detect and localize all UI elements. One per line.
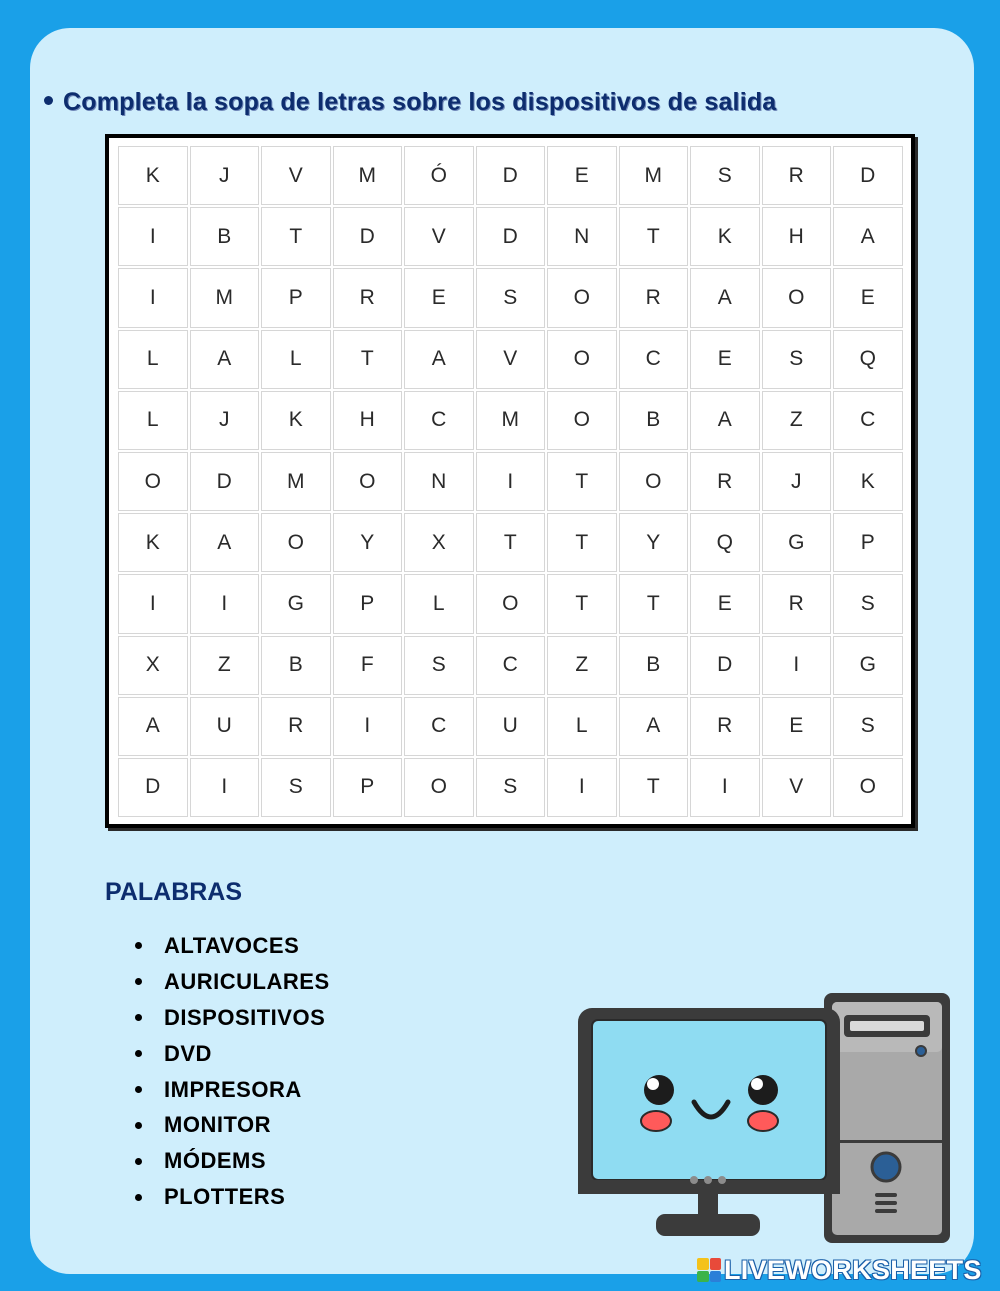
grid-cell[interactable]: X [118,636,188,695]
grid-cell[interactable]: Y [619,513,689,572]
grid-cell[interactable]: J [190,146,260,205]
grid-cell[interactable]: K [118,513,188,572]
grid-cell[interactable]: L [261,330,331,389]
grid-cell[interactable]: C [476,636,546,695]
grid-cell[interactable]: T [547,452,617,511]
grid-cell[interactable]: K [833,452,903,511]
grid-cell[interactable]: E [762,697,832,756]
grid-cell[interactable]: L [547,697,617,756]
grid-cell[interactable]: E [833,268,903,327]
grid-cell[interactable]: E [547,146,617,205]
grid-cell[interactable]: D [476,146,546,205]
grid-cell[interactable]: O [333,452,403,511]
grid-cell[interactable]: T [547,574,617,633]
word-label: AURICULARES [164,968,330,994]
word-list-item [135,928,330,964]
word-list-item [135,1143,330,1179]
grid-cell[interactable]: O [476,574,546,633]
word-search-board [105,134,915,828]
grid-cell[interactable]: K [261,391,331,450]
grid-cell[interactable]: A [619,697,689,756]
grid-cell[interactable]: O [619,452,689,511]
pc-tower-icon [824,993,950,1243]
grid-cell[interactable]: J [762,452,832,511]
grid-cell[interactable]: I [547,758,617,817]
grid-cell[interactable]: Z [547,636,617,695]
grid-cell[interactable]: B [261,636,331,695]
grid-cell[interactable]: I [118,574,188,633]
grid-cell[interactable]: A [690,391,760,450]
word-label: MÓDEMS [164,1148,266,1174]
logo-mark-icon [697,1258,721,1282]
grid-cell[interactable]: B [619,391,689,450]
bullet-icon [135,1014,142,1021]
grid-cell[interactable]: B [619,636,689,695]
grid-cell[interactable]: S [833,574,903,633]
grid-cell[interactable]: I [118,268,188,327]
word-label: IMPRESORA [164,1076,302,1102]
grid-cell[interactable]: R [690,452,760,511]
bullet-icon [135,1158,142,1165]
grid-cell[interactable]: I [190,758,260,817]
grid-cell[interactable]: B [190,207,260,266]
grid-cell[interactable]: T [333,330,403,389]
word-search-grid [117,145,904,818]
grid-cell[interactable]: O [118,452,188,511]
grid-cell[interactable]: H [762,207,832,266]
grid-cell[interactable]: R [762,574,832,633]
grid-cell[interactable]: X [404,513,474,572]
grid-cell[interactable]: D [333,207,403,266]
monitor-icon [578,1008,840,1236]
grid-cell[interactable]: S [833,697,903,756]
grid-cell[interactable]: I [118,207,188,266]
grid-cell[interactable]: S [476,758,546,817]
grid-cell[interactable]: K [690,207,760,266]
word-list [135,928,330,1215]
computer-illustration [574,990,954,1248]
grid-cell[interactable]: Q [690,513,760,572]
word-label: ALTAVOCES [164,932,300,958]
grid-cell[interactable]: U [476,697,546,756]
grid-cell[interactable]: I [476,452,546,511]
grid-cell[interactable]: A [690,268,760,327]
word-label: PLOTTERS [164,1184,286,1210]
grid-cell[interactable]: C [404,391,474,450]
grid-cell[interactable]: C [619,330,689,389]
grid-cell[interactable]: Z [190,636,260,695]
grid-cell[interactable]: M [261,452,331,511]
grid-cell[interactable]: D [833,146,903,205]
word-label: DVD [164,1040,212,1066]
grid-cell[interactable]: L [404,574,474,633]
grid-cell[interactable]: E [404,268,474,327]
word-list-item [135,1000,330,1036]
grid-cell[interactable]: O [833,758,903,817]
grid-cell[interactable]: N [547,207,617,266]
word-list-item [135,1107,330,1143]
grid-cell[interactable]: E [690,574,760,633]
bullet-icon [135,1194,142,1201]
grid-cell[interactable]: G [833,636,903,695]
grid-cell[interactable]: M [190,268,260,327]
grid-cell[interactable]: Ó [404,146,474,205]
grid-cell[interactable]: D [118,758,188,817]
grid-cell[interactable]: A [190,513,260,572]
bullet-icon [135,1050,142,1057]
grid-cell[interactable]: T [619,207,689,266]
grid-cell[interactable]: S [476,268,546,327]
word-label: MONITOR [164,1112,271,1138]
grid-cell[interactable]: R [333,268,403,327]
grid-cell[interactable]: Y [333,513,403,572]
grid-cell[interactable]: T [547,513,617,572]
grid-cell[interactable]: T [261,207,331,266]
grid-cell[interactable]: G [261,574,331,633]
grid-cell[interactable]: T [476,513,546,572]
grid-cell[interactable]: D [690,636,760,695]
liveworksheets-logo [697,1254,982,1286]
logo-text: LIVEWORKSHEETS [724,1254,982,1285]
grid-cell[interactable]: A [404,330,474,389]
grid-cell[interactable]: I [762,636,832,695]
word-list-item [135,1179,330,1215]
word-list-item [135,964,330,1000]
grid-cell[interactable]: P [333,574,403,633]
grid-cell[interactable]: C [404,697,474,756]
bullet-icon [135,942,142,949]
grid-cell[interactable]: S [762,330,832,389]
words-title: PALABRAS [105,878,243,906]
grid-cell[interactable]: V [261,146,331,205]
grid-cell[interactable]: P [333,758,403,817]
grid-cell[interactable]: O [547,391,617,450]
instruction-heading [44,88,944,117]
grid-cell[interactable]: O [547,268,617,327]
grid-cell[interactable]: R [261,697,331,756]
grid-cell[interactable]: F [333,636,403,695]
grid-cell[interactable]: O [404,758,474,817]
grid-cell[interactable]: O [261,513,331,572]
grid-cell[interactable]: A [190,330,260,389]
bullet-icon [135,1122,142,1129]
grid-cell[interactable]: I [333,697,403,756]
grid-cell[interactable]: E [690,330,760,389]
grid-cell[interactable]: H [333,391,403,450]
word-list-item [135,1072,330,1108]
grid-cell[interactable]: P [833,513,903,572]
grid-cell[interactable]: A [833,207,903,266]
bullet-icon [135,978,142,985]
grid-cell[interactable]: D [190,452,260,511]
grid-cell[interactable]: Q [833,330,903,389]
grid-cell[interactable]: V [476,330,546,389]
grid-cell[interactable]: J [190,391,260,450]
grid-cell[interactable]: M [619,146,689,205]
grid-cell[interactable]: M [333,146,403,205]
word-list-item [135,1036,330,1072]
grid-cell[interactable]: S [404,636,474,695]
grid-cell[interactable]: D [476,207,546,266]
grid-cell[interactable]: L [118,391,188,450]
grid-cell[interactable]: A [118,697,188,756]
grid-cell[interactable]: G [762,513,832,572]
grid-cell[interactable]: P [261,268,331,327]
grid-cell[interactable]: M [476,391,546,450]
grid-cell[interactable]: N [404,452,474,511]
grid-cell[interactable]: T [619,574,689,633]
grid-cell[interactable]: K [118,146,188,205]
grid-cell[interactable]: C [833,391,903,450]
grid-cell[interactable]: U [190,697,260,756]
grid-cell[interactable]: R [619,268,689,327]
grid-cell[interactable]: R [762,146,832,205]
grid-cell[interactable]: I [190,574,260,633]
bullet-icon [44,96,53,105]
bullet-icon [135,1086,142,1093]
grid-cell[interactable]: S [261,758,331,817]
grid-cell[interactable]: V [404,207,474,266]
grid-cell[interactable]: S [690,146,760,205]
grid-cell[interactable]: R [690,697,760,756]
grid-cell[interactable]: V [762,758,832,817]
grid-cell[interactable]: O [762,268,832,327]
grid-cell[interactable]: L [118,330,188,389]
word-label: DISPOSITIVOS [164,1004,326,1030]
grid-cell[interactable]: O [547,330,617,389]
grid-cell[interactable]: I [690,758,760,817]
grid-cell[interactable]: Z [762,391,832,450]
grid-cell[interactable]: T [619,758,689,817]
instruction-text: Completa la sopa de letras sobre los dispositivos de salida [63,88,777,116]
